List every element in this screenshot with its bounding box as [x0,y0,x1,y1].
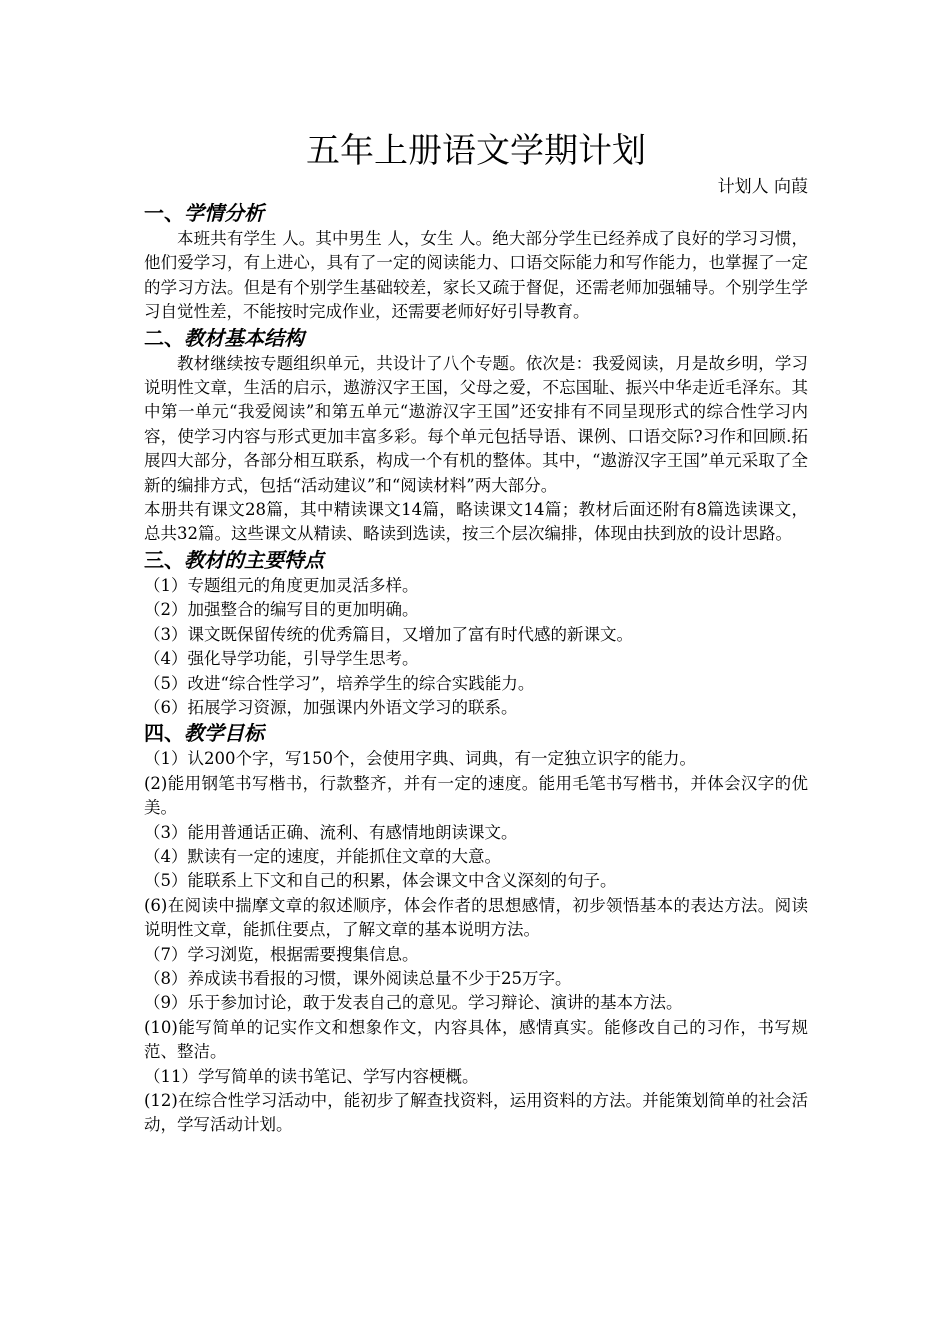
list-item: (12)在综合性学习活动中，能初步了解查找资料，运用资料的方法。并能策划简单的社会活动，学写活动计划。 [144,1091,808,1135]
section-heading [144,200,808,227]
section-title: 教材的主要特点 [184,547,324,572]
document-title: 五年上册语文学期计划 [306,131,646,171]
list-item: （11）学写简单的读书笔记、学写内容梗概。 [144,1066,479,1086]
section-number: 四、 [144,721,184,746]
list-item: （4）默读有一定的速度，并能抓住文章的大意。 [144,846,501,866]
document-page [144,128,808,1138]
list-item: (6)在阅读中揣摩文章的叙述顺序，体会作者的思想感情，初步领悟基本的表达方法。阅读说明性文章，能抓住要点，了解文章的基本说明方法。 [144,895,808,940]
list-item: （3）课文既保留传统的优秀篇目，又增加了富有时代感的新课文。 [144,624,633,644]
section-textbook-features [144,547,808,720]
section-number: 三、 [144,547,184,572]
list-item: （1）认200个字，写150个，会使用字典、词典，有一定独立识字的能力。 [144,749,696,769]
section-heading [144,547,808,574]
paragraph: 教材继续按专题组织单元，共设计了八个专题。依次是：我爱阅读，月是故乡明，学习说明性文章，生活的启示，遨游汉字王国，父母之爱，不忘国耻、振兴中华走近毛泽东。其中第一单元“我爱阅读”和第五单元“遨游汉字王国”还安排有不同呈现形式的综合性学习内容，使学习内容与形式更加丰富多彩。每个单元包括导语、课例、口语交际?习作和回顾.拓展四大部分，各部分相互联系，构成一个有机的整体。其中，“遨游汉字王国”单元采取了全新的编排方式，包括“活动建议”和“阅读材料”两大部分。 [144,353,808,495]
list-item: （3）能用普通话正确、流利、有感情地朗读课文。 [144,822,518,842]
list-item: （5）改进“综合性学习”，培养学生的综合实践能力。 [144,673,535,693]
paragraph: 本册共有课文28篇，其中精读课文14篇，略读课文14篇；教材后面还附有8篇选读课文，总共32篇。这些课文从精读、略读到选读，按三个层次编排，体现由扶到放的设计思路。 [144,500,808,544]
section-title: 教材基本结构 [184,325,304,350]
list-item: （6）拓展学习资源，加强课内外语文学习的联系。 [144,697,518,717]
list-item: （1）专题组元的角度更加灵活多样。 [144,575,419,595]
section-heading [144,325,808,352]
section-textbook-structure [144,325,808,547]
section-situation-analysis [144,200,808,325]
list-item: （8）养成读书看报的习惯，课外阅读总量不少于25万字。 [144,968,572,988]
section-number: 一、 [144,201,184,225]
section-number: 二、 [144,325,184,350]
list-item: （2）加强整合的编写目的更加明确。 [144,600,419,620]
list-item: （5）能联系上下文和自己的积累，体会课文中含义深刻的句子。 [144,871,617,891]
list-item: (10)能写简单的记实作文和想象作文，内容具体，感情真实。能修改自己的习作，书写规范、整洁。 [144,1017,808,1062]
author-line: 计划人 向葭 [717,177,808,197]
paragraph: 本班共有学生 人。其中男生 人，女生 人。绝大部分学生已经养成了良好的学习习惯，他们爱学习，有上进心，具有了一定的阅读能力、口语交际能力和写作能力，也掌握了一定的学习方法。但是有个别学生基础较差，家长又疏于督促，还需老师加强辅导。个别学生学习自觉性差，不能按时完成作业，还需要老师好好引导教育。 [144,229,808,322]
section-title: 教学目标 [184,721,264,746]
section-heading [144,720,808,747]
list-item: （4）强化导学功能，引导学生思考。 [144,649,419,669]
list-item: （9）乐于参加讨论，敢于发表自己的意见。学习辩论、演讲的基本方法。 [144,993,683,1013]
section-teaching-goals [144,720,808,1138]
list-item: （7）学习浏览，根据需要搜集信息。 [144,944,419,964]
list-item: (2)能用钢笔书写楷书，行款整齐，并有一定的速度。能用毛笔书写楷书，并体会汉字的优美。 [144,773,808,818]
section-title: 学情分析 [184,201,264,225]
